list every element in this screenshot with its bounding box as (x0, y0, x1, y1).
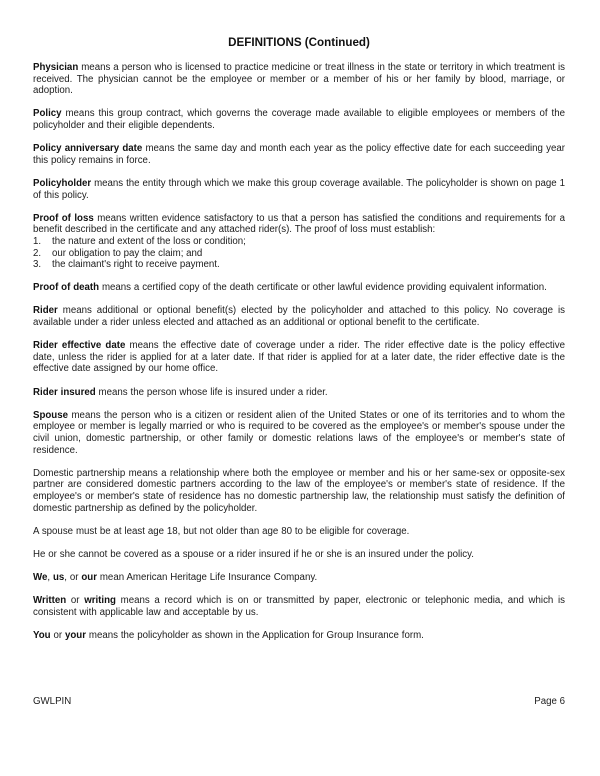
proof-of-loss-item-2 (33, 248, 565, 260)
paragraph-domestic-partnership: Domestic partnership means a relationship where both the employee or member and his or her same-sex or opposite-sex partner are considered domestic partners according to the law of the employee's or member's state of residence. If the employee's or member's state of residence has no domestic partnership law, the relationship must satisfy the definition of domestic partnership as defined by the policyholder. (33, 467, 565, 514)
definition-spouse: Spouse means the person who is a citizen or resident alien of the United States or one of its territories and to whom the employee or member is legally married or who is required to be covered as the employee's or member's spouse under the civil union, domestic partnership, or other family or domestic relations laws of the employee's or member's state of residence. (33, 409, 565, 456)
list-number: 2. (33, 247, 42, 259)
list-number: 1. (33, 235, 42, 247)
page-number: Page 6 (534, 696, 565, 707)
definition-we-us-our: We, us, or our mean American Heritage Life Insurance Company. (33, 572, 318, 584)
definition-policy: Policy means this group contract, which governs the coverage made available to eligible employees or members of the policyholder and their eligible dependents. (33, 108, 565, 131)
definition-policyholder: Policyholder means the entity through which we make this group coverage available. The policyholder is shown on page 1 of this policy. (33, 177, 565, 201)
definition-policy-anniversary-date: Policy anniversary date means the same day and month each year as the policy effective date for each succeeding year this policy remains in force. (33, 143, 565, 166)
definition-proof-of-death: Proof of death means a certified copy of the death certificate or other lawful evidence providing equivalent information. (33, 282, 547, 294)
definition-physician: Physician means a person who is licensed to practice medicine or treat illness in the state or territory in which treatment is received. The physician cannot be the employee or member or a member of his or her family by blood, marriage, or adoption. (33, 62, 565, 97)
paragraph-spouse-age-limits: A spouse must be at least age 18, but not older than age 80 to be eligible for coverage. (33, 525, 410, 537)
proof-of-loss-list (33, 236, 565, 271)
list-text: the claimant's right to receive payment. (52, 259, 220, 271)
definition-you-your: You or your means the policyholder as shown in the Application for Group Insurance form. (33, 630, 424, 642)
form-number: GWLPIN (33, 696, 72, 707)
definition-proof-of-loss: Proof of loss means written evidence satisfactory to us that a person has satisfied the conditions and requirements for a benefit described in the certificate and any attached rider(s). The proof of loss must establish: (33, 212, 565, 236)
definition-rider-insured: Rider insured means the person whose life is insured under a rider. (33, 386, 328, 398)
definition-written: Written or writing means a record which is on or transmitted by paper, electronic or telephonic media, and which is consistent with applicable law and acceptable by us. (33, 595, 565, 618)
definition-rider-effective-date: Rider effective date means the effective date of coverage under a rider. The rider effective date is the policy effective date, unless the rider is applied for at a later date. If that rider is applied for at a later date, the rider effective date is the effective date assigned by our home office. (33, 340, 565, 375)
list-text: our obligation to pay the claim; and (52, 247, 203, 259)
paragraph-spouse-exclusion: He or she cannot be covered as a spouse or a rider insured if he or she is an insured under the policy. (33, 548, 474, 560)
definition-rider: Rider means additional or optional benefit(s) elected by the policyholder and attached to this policy. No coverage is available under a rider unless elected and attached as an additional or optional benefit to the certificate. (33, 305, 565, 329)
proof-of-loss-item-3 (33, 259, 565, 271)
list-number: 3. (33, 259, 42, 271)
proof-of-loss-item-1 (33, 236, 565, 248)
page-footer (33, 696, 565, 708)
list-text: the nature and extent of the loss or condition; (52, 235, 246, 247)
page-title: DEFINITIONS (Continued) (228, 36, 370, 49)
document-content (33, 36, 565, 653)
